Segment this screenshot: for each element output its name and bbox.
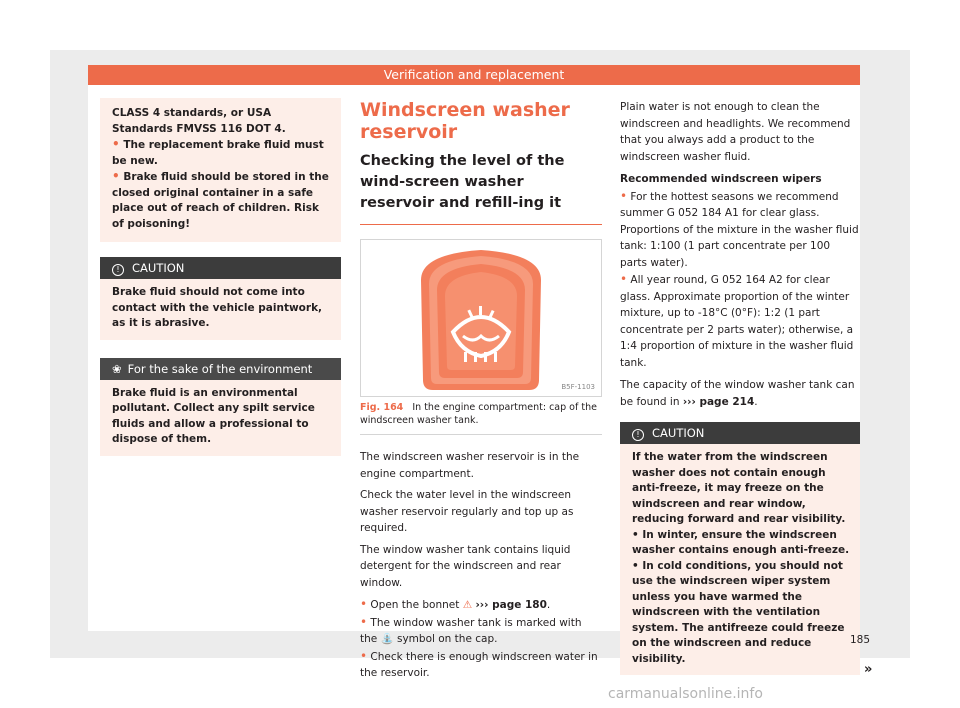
warning-box [100, 98, 341, 242]
list-item: • Check there is enough windscreen water in the reservoir. [360, 648, 598, 679]
list-item: • For the hottest seasons we recommend summer G 052 184 A1 for clear glass. Proportions of the mixture in the washer fluid tank: 1:100 (1 part concentrate per 100 parts water). [620, 188, 859, 269]
continue-icon: » [864, 662, 873, 677]
list-item: • The window washer tank is marked with the ⛲ symbol on the cap. [360, 614, 582, 645]
left-column [100, 98, 341, 456]
subsection-title: Checking the level of the wind-screen washer reservoir and refill-ing it [360, 153, 565, 211]
paragraph: Plain water is not enough to clean the windscreen and headlights. We recommend that you always add a product to the windscreen washer fluid. [620, 101, 851, 163]
warning-line: CLASS 4 standards, or USA Standards FMVSS 116 DOT 4. [112, 107, 286, 135]
list-item: • In winter, ensure the windscreen washer contains enough anti-freeze. [632, 528, 850, 556]
paragraph: The capacity of the window washer tank can be found in ››› page 214. [620, 379, 855, 408]
right-body [620, 99, 860, 410]
figure-panel [360, 239, 602, 397]
caution-text: Brake fluid should not come into contact with the vehicle paintwork, as it is abrasive. [100, 279, 341, 340]
caution-header: ! CAUTION [620, 422, 860, 444]
subheading: Recommended windscreen wipers [620, 173, 822, 185]
paragraph: Check the water level in the windscreen washer reservoir regularly and top up as required. [360, 489, 574, 534]
caution-icon: ! [112, 264, 124, 276]
page-link[interactable]: ››› page 214 [682, 395, 755, 408]
figure-caption: Fig. 164 In the engine compartment: cap of the windscreen washer tank. [360, 402, 597, 426]
warning-line: • The replacement brake fluid must be new. [112, 137, 324, 167]
page-number: 185 [850, 634, 871, 646]
list-item: • All year round, G 052 164 A2 for clear glass. Approximate proportion of the winter mixture, up to -18°C (0°F): 1:2 (1 part concentrate per 2 parts water); otherwise, a 1:4 proportion of mixture in the washer fluid tank. [620, 272, 854, 369]
paragraph: The windscreen washer reservoir is in the engine compartment. [360, 451, 580, 480]
warning-triangle-icon: ⚠ [462, 599, 473, 611]
caution-box [620, 422, 860, 675]
washer-cap-illustration [361, 240, 601, 396]
environment-text: Brake fluid is an environmental pollutant. Collect any spilt service fluids and allow a professional to dispose of them. [100, 380, 341, 456]
flower-icon: ❀ [112, 361, 122, 376]
middle-body [360, 449, 602, 682]
caution-text: If the water from the windscreen washer does not contain enough anti-freeze, it may freeze on the windscreen and rear window, reducing forward and rear visibility. • In winter, ensure the windscreen washer contains enough anti-freeze. • In cold conditions, you should not use the windscreen wiper system unless you have warmed the windscreen with the ventilation system. The antifreeze could freeze on the windscreen and reduce visibility. [620, 444, 860, 675]
section-header: Verification and replacement [88, 65, 860, 85]
section-title: Windscreen washer reservoir [360, 99, 570, 143]
watermark: carmanualsonline.info [608, 686, 763, 702]
middle-column [360, 99, 602, 682]
warning-line: • Brake fluid should be stored in the closed original container in a safe place out of reach of children. Risk of poisoning! [112, 169, 329, 230]
environment-box [100, 358, 341, 456]
list-item: • Open the bonnet ⚠ ››› page 180. [360, 597, 551, 611]
washer-symbol-icon: ⛲ [380, 633, 394, 645]
bullet-icon: • [112, 169, 120, 183]
bullet-icon: • [112, 137, 120, 151]
environment-header: ❀ For the sake of the environment [100, 358, 341, 380]
figure-code: B5F-1103 [561, 383, 595, 391]
caution-header: ! CAUTION [100, 257, 341, 279]
page-link[interactable]: ››› page 180 [475, 599, 547, 611]
paragraph: The window washer tank contains liquid detergent for the windscreen and rear window. [360, 543, 571, 589]
caution-box [100, 257, 341, 340]
caution-icon: ! [632, 429, 644, 441]
list-item: • In cold conditions, you should not use the windscreen wiper system unless you have warmed the windscreen with the ventilation system. The antifreeze could freeze on the windscreen and reduce visibility. [632, 559, 845, 665]
